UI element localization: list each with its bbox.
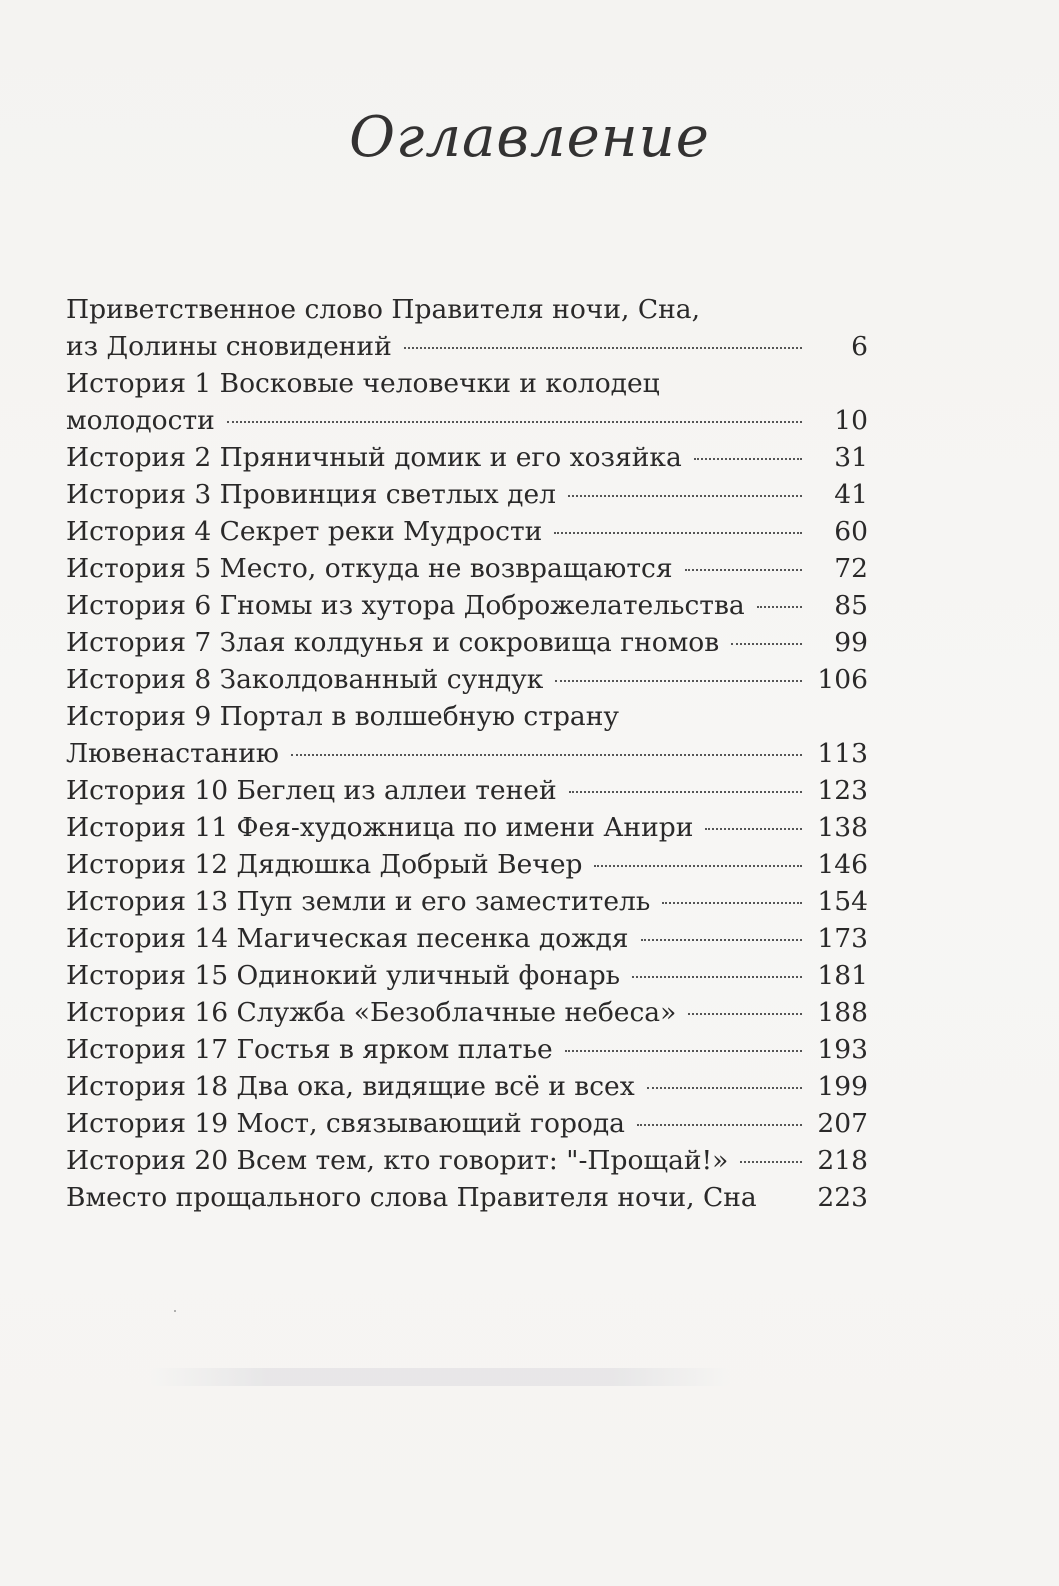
toc-page-number: 218 — [817, 1145, 868, 1176]
toc-entry-title: История 17 Гостья в ярком платье — [66, 1034, 553, 1065]
toc-page-number: 113 — [817, 738, 868, 769]
page-speck — [174, 1310, 176, 1312]
toc-entry — [66, 439, 868, 476]
toc-entry — [66, 809, 868, 846]
toc-page-number: 173 — [817, 923, 868, 954]
toc-entry — [66, 1179, 868, 1216]
toc-page-number: 123 — [817, 775, 868, 806]
toc-entry-title: История 10 Беглец из аллеи теней — [66, 775, 557, 806]
toc-entry — [66, 1105, 868, 1142]
dot-leader — [227, 421, 802, 423]
toc-entry-title: История 18 Два ока, видящие всё и всех — [66, 1071, 635, 1102]
toc-entry-title: История 14 Магическая песенка дождя — [66, 923, 629, 954]
toc-page-number: 60 — [834, 516, 868, 547]
toc-entry — [66, 365, 868, 402]
dot-leader — [569, 791, 802, 793]
toc-entry — [66, 698, 868, 735]
toc-entry — [66, 587, 868, 624]
dot-leader — [740, 1161, 802, 1163]
toc-entry-title: История 1 Восковые человечки и колодец — [66, 368, 660, 399]
dot-leader — [554, 532, 802, 534]
toc-entry — [66, 735, 868, 772]
toc-entry-title: Вместо прощального слова Правителя ночи, Сна — [66, 1182, 757, 1213]
toc-page-number: 99 — [834, 627, 868, 658]
toc-page-number: 154 — [817, 886, 868, 917]
toc-entry — [66, 957, 868, 994]
page-title: Оглавление — [349, 105, 710, 170]
dot-leader — [641, 939, 802, 941]
toc-entry — [66, 328, 868, 365]
dot-leader — [662, 902, 802, 904]
toc-page-number: 31 — [834, 442, 868, 473]
toc-entry-title: Лювенастанию — [66, 738, 279, 769]
toc-entry — [66, 291, 868, 328]
dot-leader — [594, 865, 802, 867]
dot-leader — [685, 569, 802, 571]
toc-entry-title: История 9 Портал в волшебную страну — [66, 701, 619, 732]
toc-entry-title: История 5 Место, откуда не возвращаются — [66, 553, 673, 584]
toc-page-number: 72 — [834, 553, 868, 584]
toc-entry — [66, 476, 868, 513]
toc-page-number: 207 — [817, 1108, 868, 1139]
toc-entry — [66, 513, 868, 550]
toc-entry — [66, 846, 868, 883]
toc-entry — [66, 772, 868, 809]
toc-entry-title: Приветственное слово Правителя ночи, Сна, — [66, 294, 700, 325]
dot-leader — [731, 643, 802, 645]
toc-page-number: 6 — [851, 331, 868, 362]
toc-entry-title: История 19 Мост, связывающий города — [66, 1108, 625, 1139]
toc-entry-title: История 16 Служба «Безоблачные небеса» — [66, 997, 677, 1028]
toc-entry-title: История 3 Провинция светлых дел — [66, 479, 556, 510]
toc-entry — [66, 402, 868, 439]
toc-entry — [66, 661, 868, 698]
toc-entry — [66, 624, 868, 661]
toc-page-number: 41 — [834, 479, 868, 510]
toc-page-number: 193 — [817, 1034, 868, 1065]
toc-entry-title: История 15 Одинокий уличный фонарь — [66, 960, 621, 991]
toc-page-number: 199 — [817, 1071, 868, 1102]
toc-page-number: 10 — [834, 405, 868, 436]
toc-entry-title: История 12 Дядюшка Добрый Вечер — [66, 849, 583, 880]
toc-entry — [66, 1068, 868, 1105]
dot-leader — [632, 976, 802, 978]
table-of-contents — [66, 291, 868, 1216]
toc-entry-title: История 2 Пряничный домик и его хозяйка — [66, 442, 682, 473]
toc-entry — [66, 994, 868, 1031]
toc-entry-title: из Долины сновидений — [66, 331, 392, 362]
dot-leader — [568, 495, 802, 497]
dot-leader — [688, 1013, 802, 1015]
dot-leader — [555, 680, 802, 682]
toc-entry-title: История 4 Секрет реки Мудрости — [66, 516, 543, 547]
toc-entry-title: История 8 Заколдованный сундук — [66, 664, 544, 695]
dot-leader — [565, 1050, 802, 1052]
bleed-through-text — [150, 1368, 730, 1386]
toc-page-number: 181 — [817, 960, 868, 991]
toc-entry-title: История 11 Фея-художница по имени Анири — [66, 812, 694, 843]
dot-leader — [404, 347, 802, 349]
toc-page-number: 146 — [817, 849, 868, 880]
toc-page-number: 223 — [817, 1182, 868, 1213]
dot-leader — [637, 1124, 802, 1126]
toc-entry — [66, 883, 868, 920]
toc-entry — [66, 920, 868, 957]
toc-entry-title: История 7 Злая колдунья и сокровища гномов — [66, 627, 720, 658]
dot-leader — [291, 754, 802, 756]
dot-leader — [647, 1087, 802, 1089]
toc-entry-title: молодости — [66, 405, 215, 436]
toc-page-number: 106 — [817, 664, 868, 695]
toc-page-number: 188 — [817, 997, 868, 1028]
toc-page-number: 85 — [834, 590, 868, 621]
toc-entry-title: История 13 Пуп земли и его заместитель — [66, 886, 651, 917]
dot-leader — [705, 828, 802, 830]
toc-page-number: 138 — [817, 812, 868, 843]
toc-entry-title: История 6 Гномы из хутора Доброжелательства — [66, 590, 745, 621]
dot-leader — [694, 458, 802, 460]
dot-leader — [757, 606, 802, 608]
toc-entry — [66, 1142, 868, 1179]
toc-entry — [66, 550, 868, 587]
toc-entry-title: История 20 Всем тем, кто говорит: "-Прощай!» — [66, 1145, 729, 1176]
toc-entry — [66, 1031, 868, 1068]
